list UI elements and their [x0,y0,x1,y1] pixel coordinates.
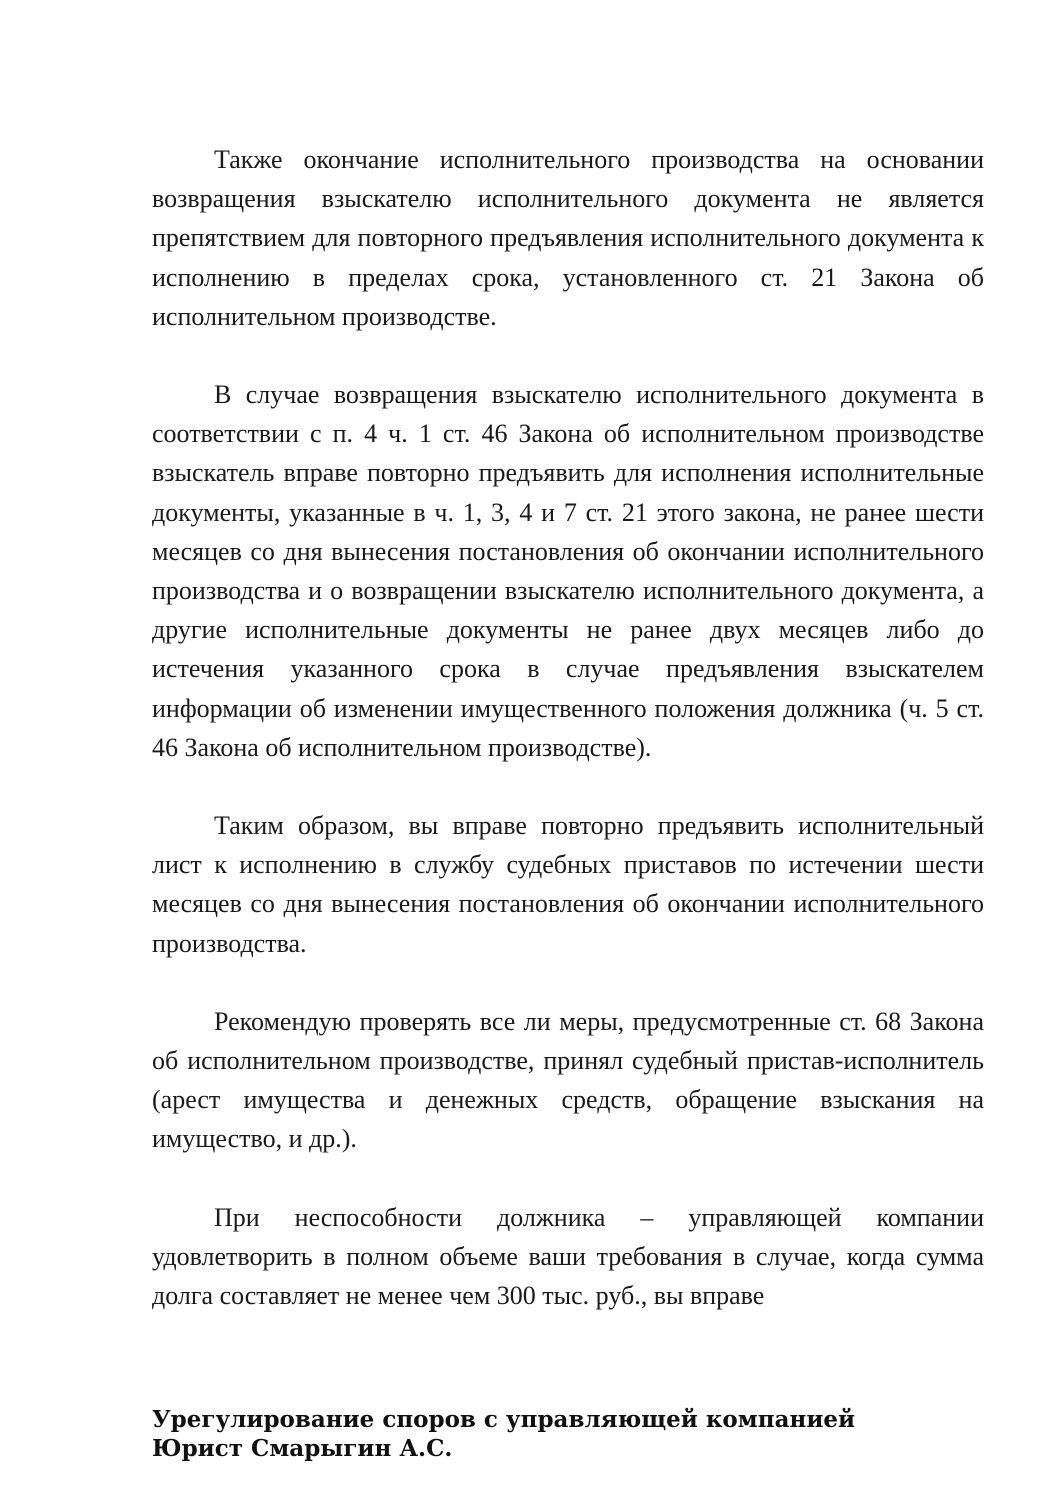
paragraph-1: Также окончание исполнительного производства на основании возвращения взыскателю исполнительного документа не является препятствием для повторного предъявления исполнительного документа к исполнению в пределах срока, установленного ст. 21 Закона об исполнительном производстве. [152,145,984,331]
paragraph-4: Рекомендую проверять все ли меры, предусмотренные ст. 68 Закона об исполнительном производстве, принял судебный пристав-исполнитель (арест имущества и денежных средств, обращение взыскания на имущество, и др.). [152,1006,984,1154]
paragraph-2: В случае возвращения взыскателю исполнительного документа в соответствии с п. 4 ч. 1 ст. 46 Закона об исполнительном производстве взыскатель вправе повторно предъявить для исполнения исполнительные документы, указанные в ч. 1, 3, 4 и 7 ст. 21 этого закона, не ранее шести месяцев со дня вынесения постановления об окончании исполнительного производства и о возвращении взыскателю исполнительного документа, а другие исполнительные документы не ранее двух месяцев либо до истечения указанного срока в случае предъявления взыскателем информации об изменении имущественного положения должника (ч. 5 ст. 46 Закона об исполнительном производстве). [152,380,984,762]
footer-title: Урегулирование споров с управляющей компанией [152,1406,856,1433]
document-body [152,140,984,1354]
paragraph-5: При неспособности должника – управляющей компании удовлетворить в полном объеме ваши требования в случае, когда сумма долга составляет не менее чем 300 тыс. руб., вы вправе [152,1202,984,1311]
page-footer [152,1405,1032,1463]
paragraph-3: Таким образом, вы вправе повторно предъявить исполнительный лист к исполнению в службу судебных приставов по истечении шести месяцев со дня вынесения постановления об окончании исполнительного производства. [152,811,984,958]
footer-author: Юрист Смарыгин А.С. [152,1435,453,1462]
